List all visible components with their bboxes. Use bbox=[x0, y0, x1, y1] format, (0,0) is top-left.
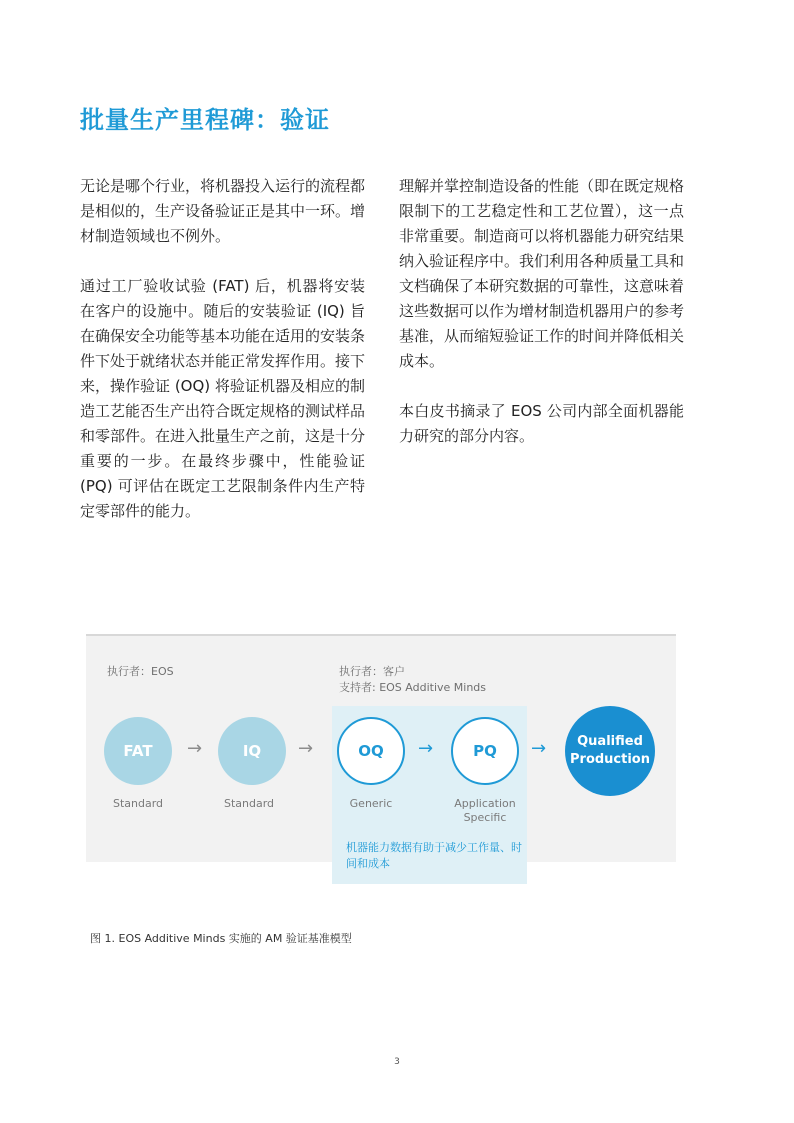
page-number: 3 bbox=[394, 1057, 400, 1067]
executor-customer-label: 执行者：客户 bbox=[339, 665, 405, 678]
left-column bbox=[80, 174, 365, 549]
right-column bbox=[399, 174, 684, 474]
oq-subtitle: Generic bbox=[349, 797, 393, 810]
figure-caption: 图 1. EOS Additive Minds 实施的 AM 验证基准模型 bbox=[90, 932, 352, 945]
oq-step-circle bbox=[337, 717, 405, 785]
paragraph: 理解并掌控制造设备的性能（即在既定规格限制下的工艺稳定性和工艺位置），这一点非常重要。制造商可以将机器能力研究结果纳入验证程序中。我们利用各种质量工具和文档确保了本研究数据的可靠性，这意味着这些数据可以作为增材制造机器用户的参考基准，从而缩短验证工作的时间并降低相关成本。 bbox=[399, 177, 685, 370]
pq-subtitle: Application Specific bbox=[454, 797, 516, 824]
pq-step-label: PQ bbox=[473, 742, 497, 760]
supporter-label: 支持者: EOS Additive Minds bbox=[339, 681, 487, 694]
arrow-right-icon: → bbox=[298, 738, 314, 759]
fat-step-label: FAT bbox=[123, 742, 153, 760]
oq-step-label: OQ bbox=[358, 742, 384, 760]
arrow-right-icon: → bbox=[187, 738, 203, 759]
arrow-right-icon: → bbox=[531, 738, 547, 759]
paragraph: 通过工厂验收试验 (FAT) 后，机器将安装在客户的设施中。随后的安装验证 (IQ) 旨在确保安全功能等基本功能在适用的安装条件下处于就绪状态并能正常发挥作用。接下来，操作验证 (OQ) 将验证机器及相应的制造工艺能否生产出符合既定规格的测试样品和零部件。在进入批量生产之前，这是十分重要的一步。在最终步骤中，性能验证 (PQ) 可评估在既定工艺限制条件内生产特定零部件的能力。 bbox=[80, 277, 366, 520]
qualified-production-circle bbox=[565, 706, 655, 796]
fat-subtitle: Standard bbox=[112, 797, 164, 810]
executor-eos-label: 执行者：EOS bbox=[107, 665, 174, 678]
iq-subtitle: Standard bbox=[223, 797, 275, 810]
pq-step-circle bbox=[451, 717, 519, 785]
iq-step-label: IQ bbox=[242, 742, 262, 760]
capability-note: 机器能力数据有助于减少工作量、时间和成本 bbox=[346, 841, 522, 870]
page-title: 批量生产里程碑：验证 bbox=[80, 106, 330, 134]
arrow-right-icon: → bbox=[418, 738, 434, 759]
fat-step-circle bbox=[104, 717, 172, 785]
qualified-production-label: Qualified Production bbox=[570, 734, 650, 767]
iq-step-circle bbox=[218, 717, 286, 785]
paragraph: 本白皮书摘录了 EOS 公司内部全面机器能力研究的部分内容。 bbox=[399, 402, 684, 445]
paragraph: 无论是哪个行业，将机器投入运行的流程都是相似的，生产设备验证正是其中一环。增材制造领域也不例外。 bbox=[80, 177, 366, 245]
